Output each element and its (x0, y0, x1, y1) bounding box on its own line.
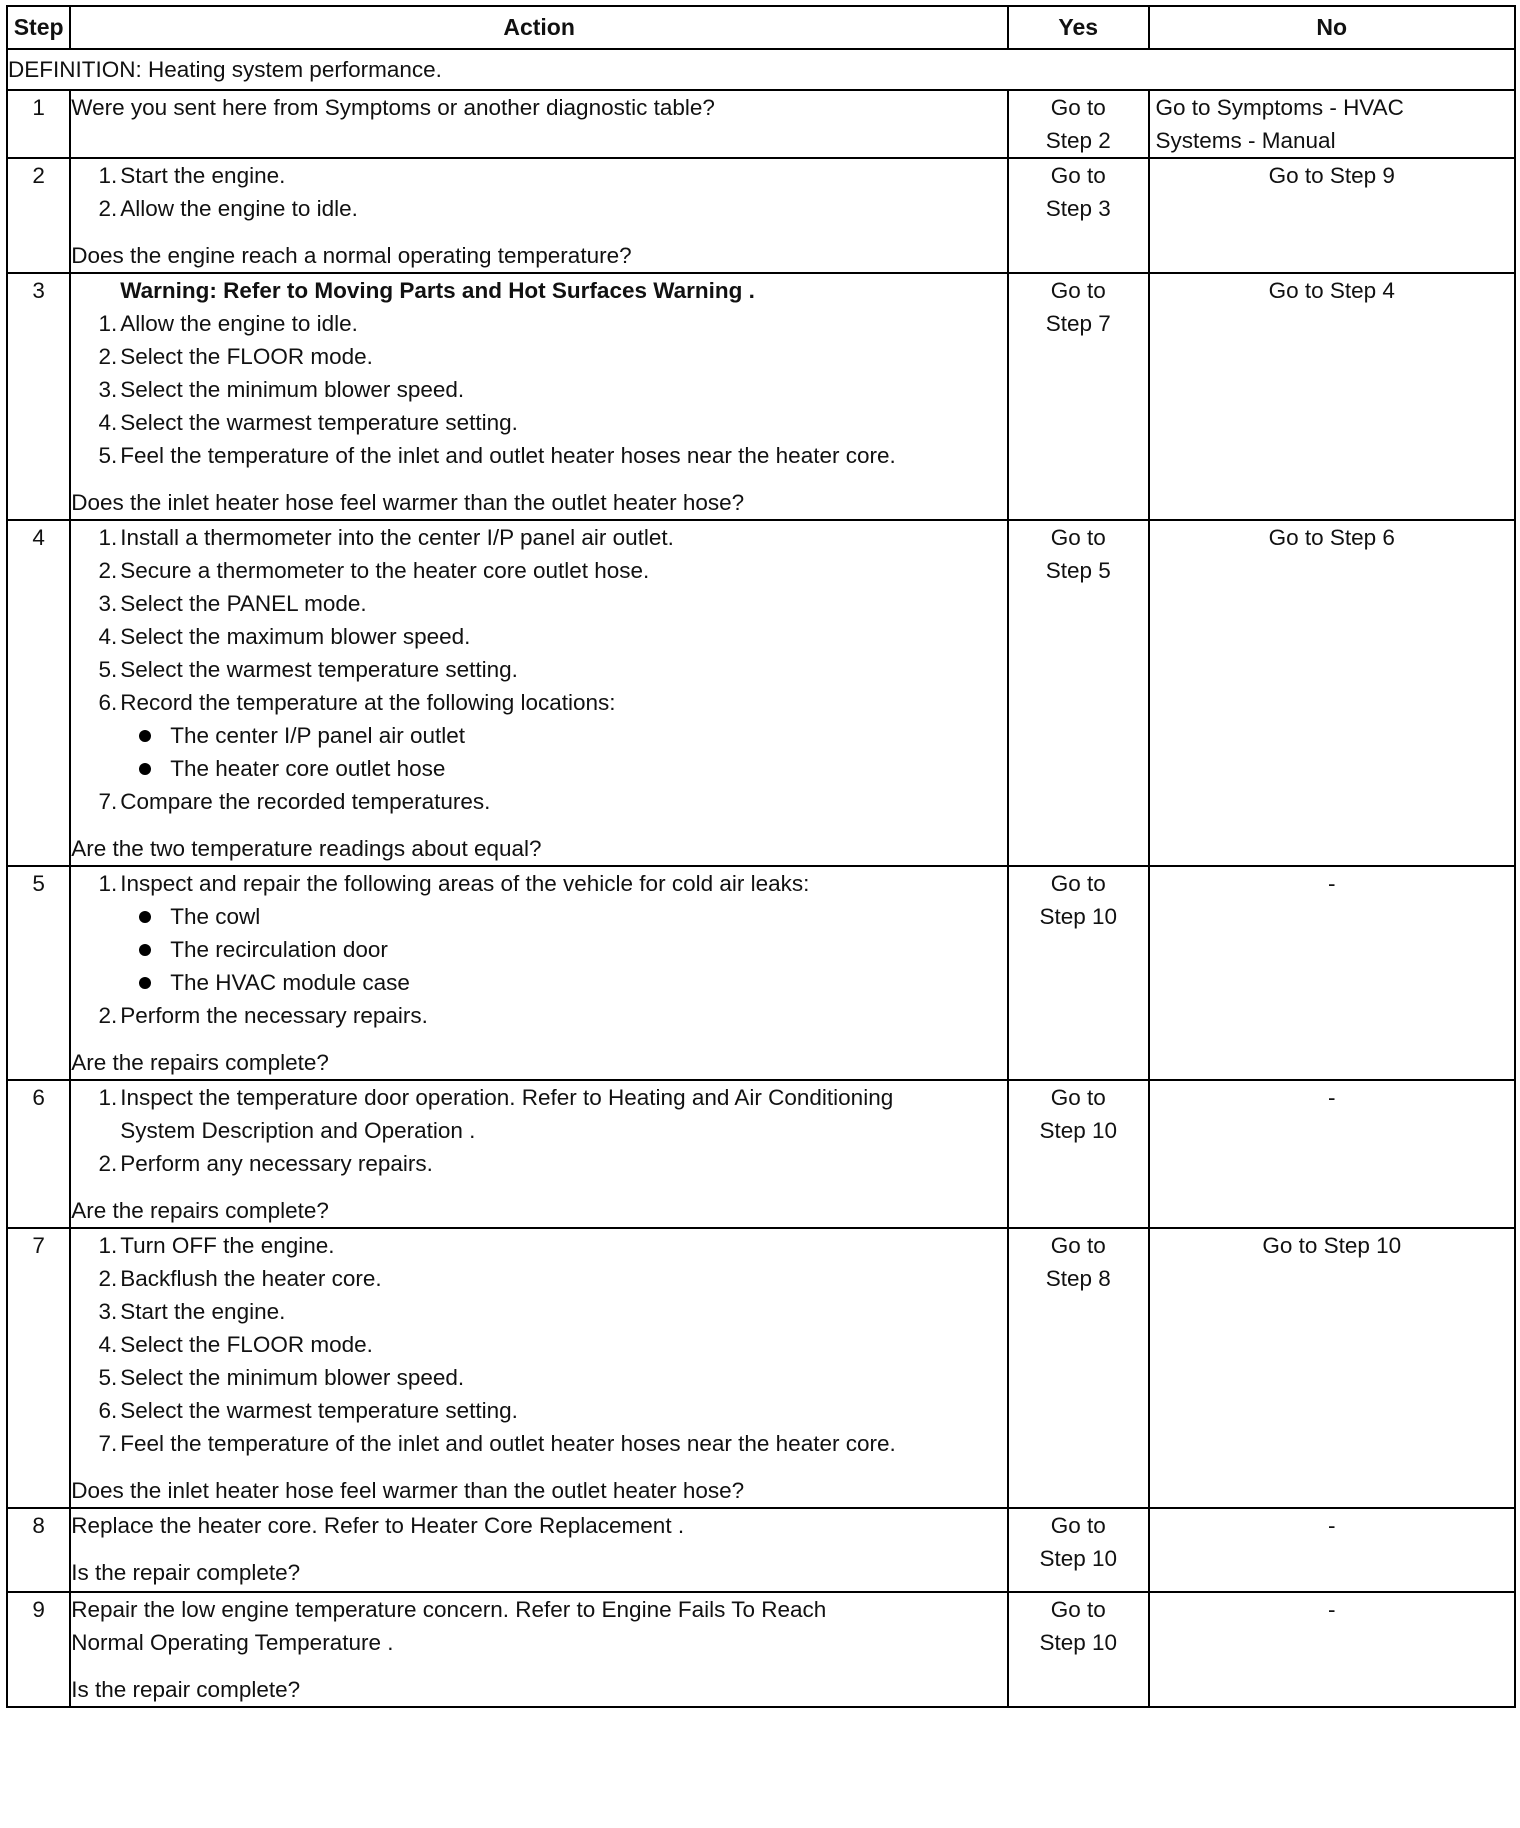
no-line: Systems - Manual (1155, 128, 1336, 153)
bullet-item: The HVAC module case (71, 966, 1007, 999)
list-item: 5. Select the warmest temperature setting. (98, 657, 518, 682)
action-cell (70, 1508, 1008, 1592)
no-cell: Go to Step 4 (1149, 273, 1515, 520)
bullet-icon (139, 944, 151, 956)
list-item: 2. Perform the necessary repairs. (98, 1003, 428, 1028)
yes-cell: Go to Step 7 (1008, 273, 1149, 520)
list-item: 4. Select the maximum blower speed. (98, 624, 471, 649)
header-yes: Yes (1008, 6, 1149, 49)
list-item: 1. Inspect and repair the following areas of the vehicle for cold air leaks: (98, 871, 810, 896)
list-item: 6. Record the temperature at the following locations: (98, 690, 616, 715)
list-item: 3. Select the minimum blower speed. (98, 377, 465, 402)
no-cell: - (1149, 866, 1515, 1080)
yes-cell: Go to Step 10 (1008, 1508, 1149, 1592)
action-text: Replace the heater core. Refer to Heater Core Replacement . (71, 1513, 685, 1538)
list-item: 2. Allow the engine to idle. (98, 196, 358, 221)
list-item: 2. Backflush the heater core. (98, 1266, 382, 1291)
yes-cell: Go to Step 5 (1008, 520, 1149, 866)
action-text: Repair the low engine temperature concern. Refer to Engine Fails To Reach (71, 1597, 827, 1622)
step-number: 1 (7, 90, 70, 158)
table-row (7, 1592, 1515, 1707)
action-cell (70, 520, 1008, 866)
yes-line: Go to (1050, 95, 1106, 120)
header-no: No (1149, 6, 1515, 49)
yes-cell: Go to Step 10 (1008, 1592, 1149, 1707)
table-row (7, 866, 1515, 1080)
bullet-icon (139, 977, 151, 989)
step-number: 6 (7, 1080, 70, 1228)
step-number: 7 (7, 1228, 70, 1508)
list-item: 2. Secure a thermometer to the heater core outlet hose. (98, 558, 650, 583)
list-item: 7. Compare the recorded temperatures. (98, 789, 491, 814)
list-item: 1. Allow the engine to idle. (98, 311, 358, 336)
list-item: 3. Start the engine. (98, 1299, 286, 1324)
list-item: 7. Feel the temperature of the inlet and outlet heater hoses near the heater core. (98, 1431, 896, 1456)
list-item-continuation: System Description and Operation . (120, 1118, 476, 1143)
no-cell: Go to Step 6 (1149, 520, 1515, 866)
yes-cell: Go to Step 3 (1008, 158, 1149, 273)
no-cell (1149, 90, 1515, 158)
no-cell: - (1149, 1508, 1515, 1592)
list-item: 4. Select the warmest temperature setting. (98, 410, 518, 435)
question-text: Are the two temperature readings about equal? (71, 836, 542, 861)
table-row (7, 1228, 1515, 1508)
action-text: Were you sent here from Symptoms or another diagnostic table? (71, 95, 715, 120)
action-cell (70, 90, 1008, 158)
no-cell: - (1149, 1592, 1515, 1707)
bullet-icon (139, 911, 151, 923)
warning-text: Warning: Refer to Moving Parts and Hot Surfaces Warning . (120, 278, 755, 303)
bullet-item: The heater core outlet hose (71, 752, 1007, 785)
bullet-item: The recirculation door (71, 933, 1007, 966)
step-number: 3 (7, 273, 70, 520)
step-number: 8 (7, 1508, 70, 1592)
step-number: 4 (7, 520, 70, 866)
list-item: 3. Select the PANEL mode. (98, 591, 367, 616)
no-line: Go to Symptoms - HVAC (1155, 95, 1404, 120)
table-row (7, 90, 1515, 158)
yes-cell: Go to Step 10 (1008, 1080, 1149, 1228)
bullet-icon (139, 763, 151, 775)
list-item: 5. Feel the temperature of the inlet and outlet heater hoses near the heater core. (98, 443, 896, 468)
question-text: Does the inlet heater hose feel warmer than the outlet heater hose? (71, 490, 745, 515)
definition-row (7, 49, 1515, 90)
list-item: 4. Select the FLOOR mode. (98, 1332, 373, 1357)
action-text: Normal Operating Temperature . (71, 1630, 394, 1655)
list-item: 6. Select the warmest temperature setting. (98, 1398, 518, 1423)
question-text: Is the repair complete? (71, 1560, 301, 1585)
list-item: 1. Install a thermometer into the center I/P panel air outlet. (98, 525, 674, 550)
no-cell: Go to Step 9 (1149, 158, 1515, 273)
action-cell (70, 1228, 1008, 1508)
yes-cell: Go to Step 10 (1008, 866, 1149, 1080)
list-item: 1. Inspect the temperature door operation. Refer to Heating and Air Conditioning (98, 1085, 894, 1110)
action-cell (70, 866, 1008, 1080)
list-item: 1. Turn OFF the engine. (98, 1233, 335, 1258)
header-step: Step (7, 6, 70, 49)
table-row (7, 520, 1515, 866)
step-number: 2 (7, 158, 70, 273)
yes-cell: Go to Step 8 (1008, 1228, 1149, 1508)
action-cell (70, 158, 1008, 273)
question-text: Does the inlet heater hose feel warmer than the outlet heater hose? (71, 1478, 745, 1503)
list-item: 5. Select the minimum blower speed. (98, 1365, 465, 1390)
table-row (7, 158, 1515, 273)
table-row (7, 1080, 1515, 1228)
yes-cell (1008, 90, 1149, 158)
action-cell (70, 1080, 1008, 1228)
diagnostic-table (6, 5, 1516, 1708)
list-item: 1. Start the engine. (98, 163, 286, 188)
list-item: 2. Perform any necessary repairs. (98, 1151, 433, 1176)
header-action: Action (70, 6, 1008, 49)
yes-line: Step 2 (1045, 128, 1111, 153)
bullet-item: The center I/P panel air outlet (71, 719, 1007, 752)
question-text: Are the repairs complete? (71, 1050, 329, 1075)
step-number: 9 (7, 1592, 70, 1707)
definition-text: DEFINITION: Heating system performance. (7, 49, 1515, 90)
bullet-icon (139, 730, 151, 742)
action-cell (70, 1592, 1008, 1707)
no-cell: - (1149, 1080, 1515, 1228)
header-row (7, 6, 1515, 49)
table-row (7, 273, 1515, 520)
question-text: Are the repairs complete? (71, 1198, 329, 1223)
list-item: 2. Select the FLOOR mode. (98, 344, 373, 369)
no-cell: Go to Step 10 (1149, 1228, 1515, 1508)
bullet-item: The cowl (71, 900, 1007, 933)
question-text: Is the repair complete? (71, 1677, 301, 1702)
action-cell (70, 273, 1008, 520)
question-text: Does the engine reach a normal operating temperature? (71, 243, 632, 268)
table-row (7, 1508, 1515, 1592)
step-number: 5 (7, 866, 70, 1080)
